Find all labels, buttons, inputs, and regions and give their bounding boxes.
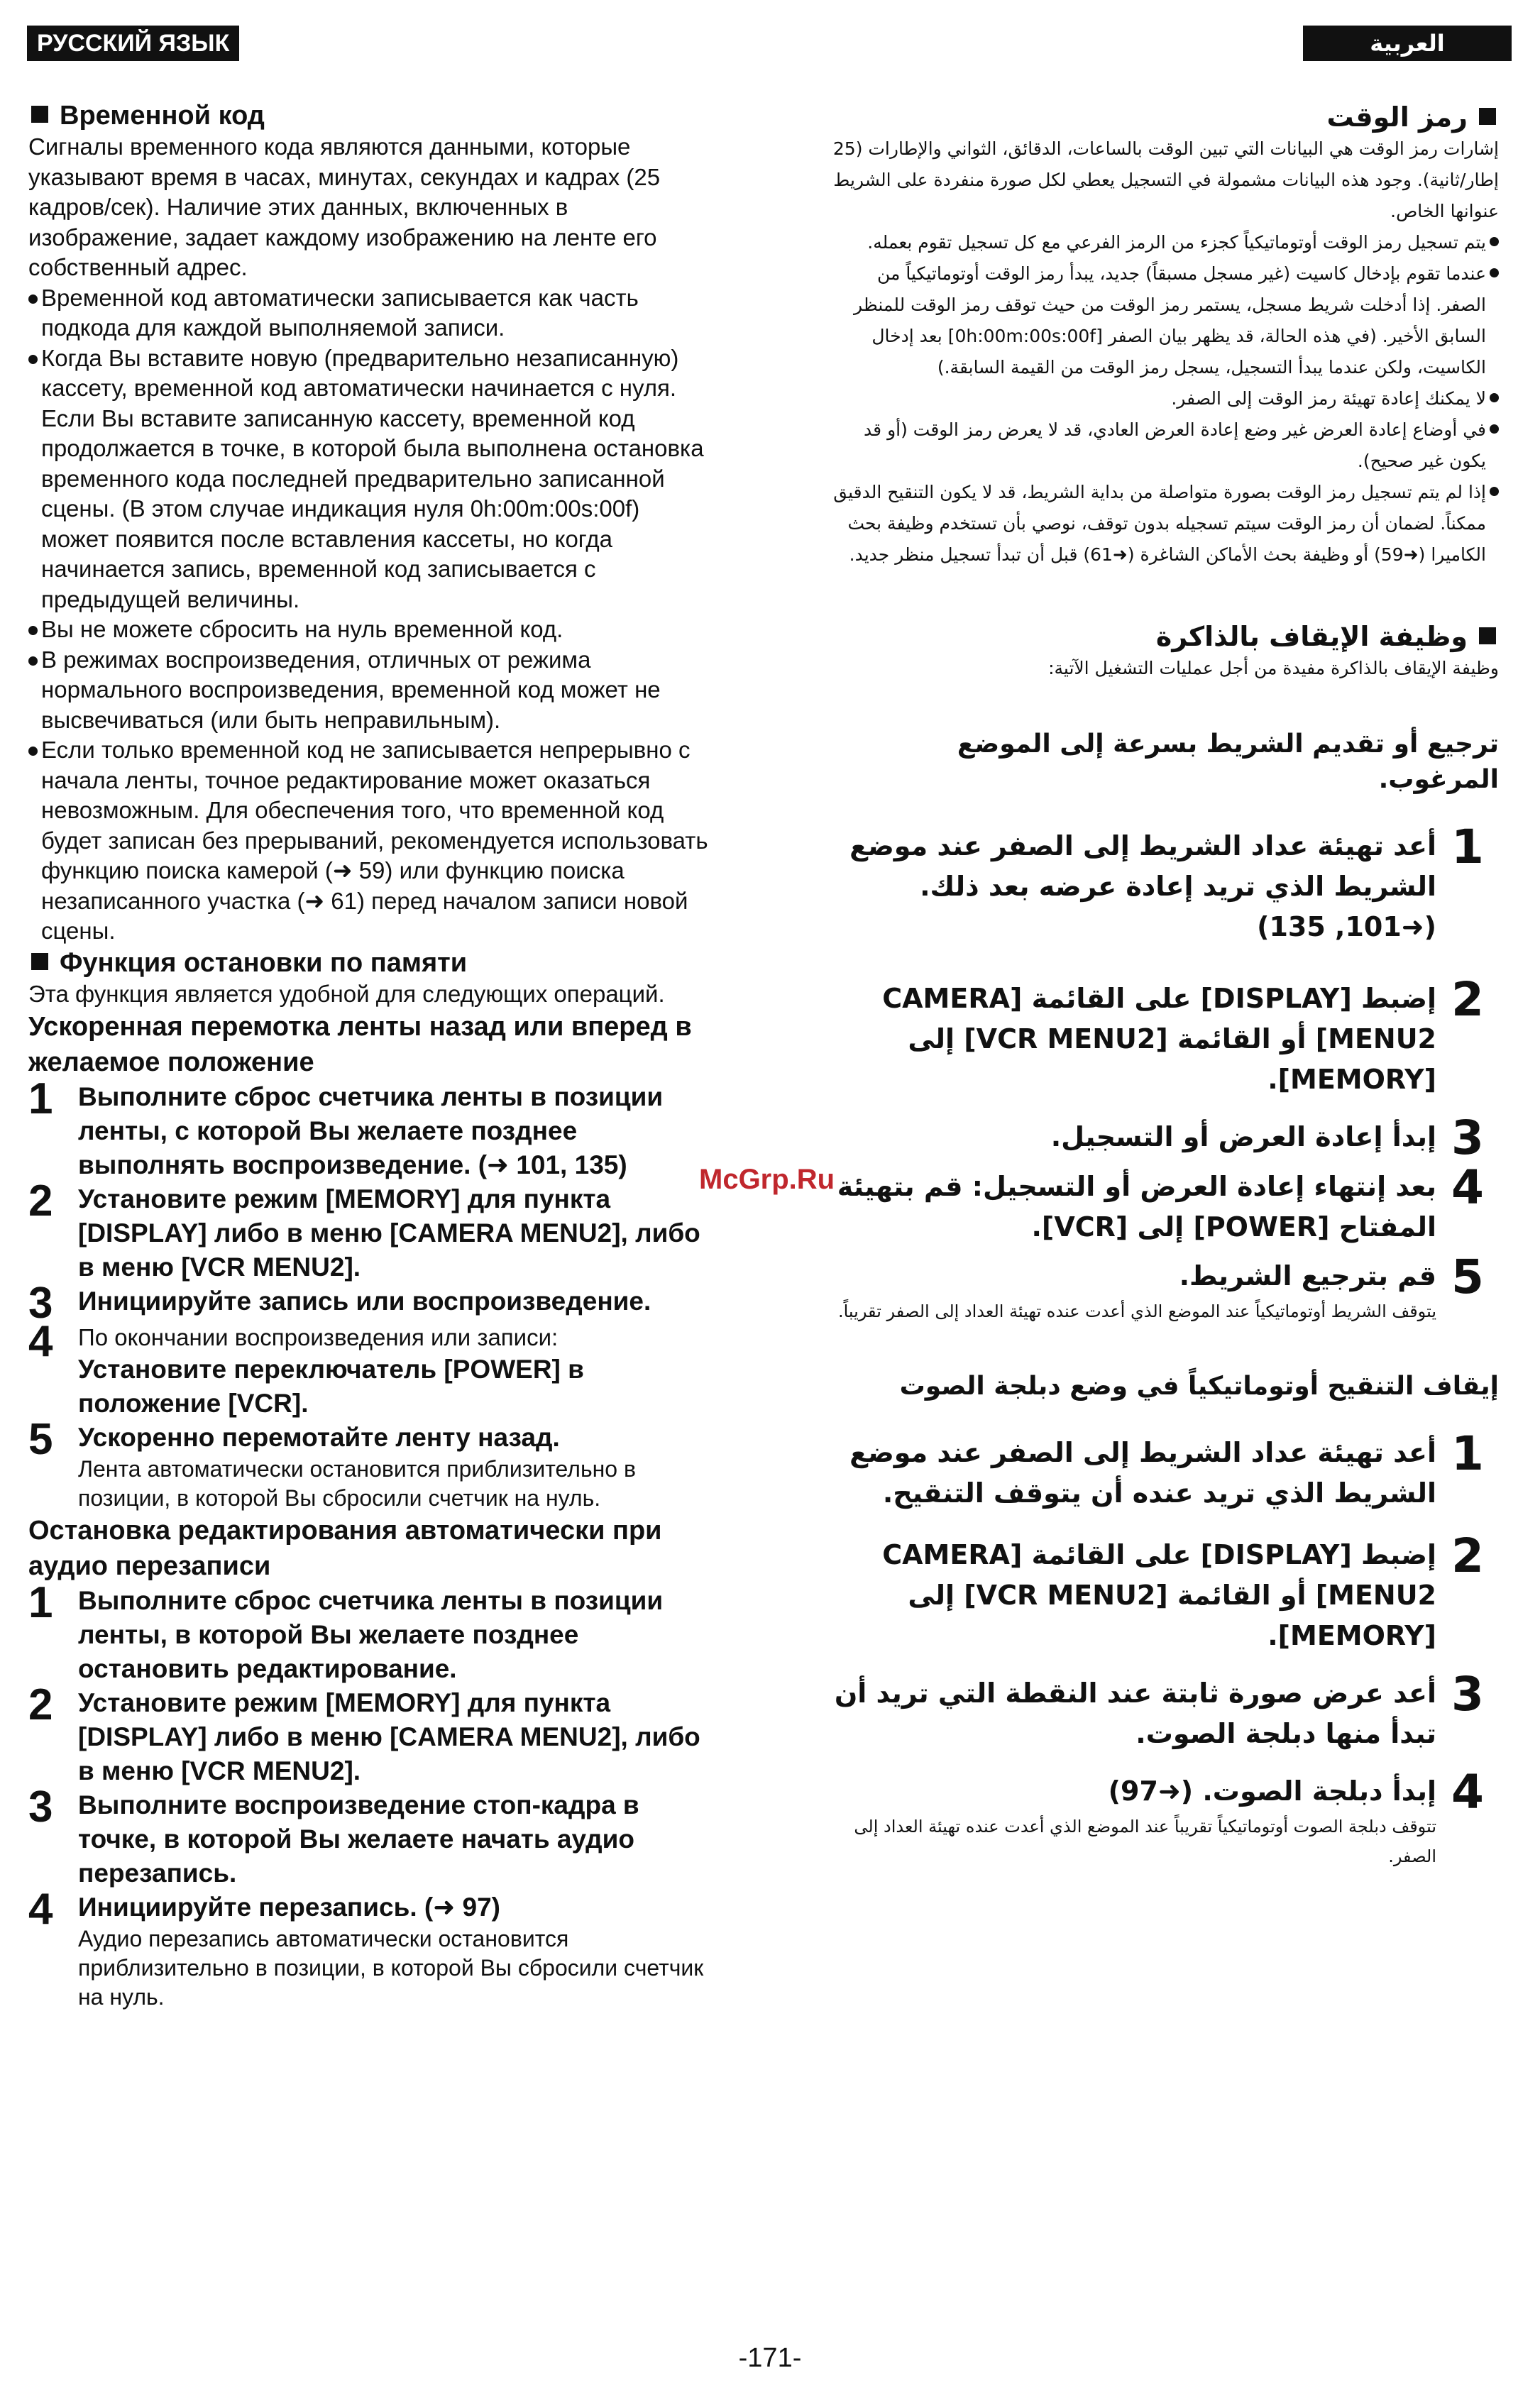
step-text: Выполните сброс счетчика ленты в позиции ленты, с которой Вы желаете позднее выполнять воспроизведение. (➜ 101, 135) — [78, 1082, 664, 1179]
step-number: 1 — [1451, 820, 1484, 874]
timecode-bullet: Когда Вы вставите новую (предварительно незаписанную) кассету, временной код автоматически начинается с нуля. Если Вы вставите записанную кассету, временной код продолжается в точке, в которой была выполнена остановка временного кода последней предварительно записанной сцены. (В этом случае индикация нуля 0h:00m:00s:00f) может появится после вставления кассеты, но когда начинается запись, временной код записывается с предыдущей величины. — [28, 343, 710, 615]
step-note: Аудио перезапись автоматически остановится приблизительно в позиции, в которой Вы сбросили счетчик на нуль. — [78, 1926, 704, 2010]
step-number: 5 — [28, 1415, 53, 1464]
step-text: Установите переключатель [POWER] в положение [VCR]. — [78, 1355, 584, 1418]
bullet-dot-icon — [28, 656, 38, 666]
timecode-heading: Временной код — [28, 99, 710, 132]
timecode-bullet: В режимах воспроизведения, отличных от режима нормального воспроизведения, временной код может не высвечиваться (или быть неправильным). — [28, 645, 710, 736]
step-text: Выполните сброс счетчика ленты в позиции ленты, в которой Вы желаете позднее остановить редактирование. — [78, 1586, 664, 1683]
step-text: Ускоренно перемотайте ленту назад. — [78, 1423, 560, 1452]
step-text: أعد تهيئة عداد الشريط إلى الصفر عند موضع الشريط الذي تريد إعادة عرضه بعد ذلك. (➜101, 135) — [849, 830, 1436, 942]
step-text: أعد عرض صورة ثابتة عند النقطة التي تريد أن تبدأ منها دبلجة الصوت. — [834, 1678, 1436, 1749]
step-number: 4 — [28, 1317, 53, 1366]
step-number: 3 — [1451, 1111, 1484, 1165]
watermark-link[interactable]: McGrp.Ru — [699, 1164, 835, 1195]
bullet-dot-icon — [1490, 424, 1499, 434]
russian-column — [28, 99, 710, 2012]
step-item — [28, 1783, 710, 1890]
step-text: بعد إنتهاء إعادة العرض أو التسجيل: قم بتهيئة المفتاح [POWER] إلى [VCR]. — [837, 1171, 1436, 1243]
step-text: قم بترجيع الشريط. — [1179, 1260, 1436, 1292]
bullet-dot-icon — [28, 747, 38, 756]
timecode-intro: Сигналы временного кода являются данными, которые указывают время в часах, минутах, секундах и кадрах (25 кадров/сек). Наличие этих данных, включенных в изображение, задает каждому изображению на ленте его собственный адрес. — [28, 133, 661, 280]
square-bullet-icon — [31, 953, 48, 970]
step-number: 2 — [28, 1680, 53, 1729]
step-number: 2 — [1451, 972, 1484, 1027]
audio-dub-subheading: Остановка редактирования автоматически при аудио перезаписи — [28, 1516, 662, 1581]
step-item — [28, 1279, 710, 1328]
step-number: 2 — [1451, 1529, 1484, 1583]
arabic-language-tab: العربية — [1303, 26, 1512, 61]
timecode-bullet: لا يمكنك إعادة تهيئة رمز الوقت إلى الصفر. — [829, 383, 1499, 414]
square-bullet-icon — [1479, 108, 1496, 125]
step-text: إضبط [DISPLAY] على القائمة [CAMERA MENU2] أو القائمة [VCR MENU2] إلى [MEMORY]. — [882, 983, 1436, 1095]
bullet-dot-icon — [1490, 393, 1499, 402]
step-text: إبدأ دبلجة الصوت. (➜97) — [1108, 1775, 1436, 1807]
bullet-dot-icon — [28, 294, 38, 304]
step-number: 4 — [28, 1885, 53, 1934]
timecode-intro: إشارات رمز الوقت هي البيانات التي تبين الوقت بالساعات، الدقائق، الثواني والإطارات (25 إطار/ثانية). وجود هذه البيانات مشمولة في التسجيل يعطي لكل صورة منفردة على الشريط عنوانها الخاص. — [832, 138, 1499, 221]
step-item — [829, 1667, 1499, 1754]
timecode-bullet: Временной код автоматически записывается как часть подкода для каждой выполняемой записи. — [28, 283, 710, 343]
russian-language-tab: РУССКИЙ ЯЗЫК — [27, 26, 239, 61]
step-item — [829, 1250, 1499, 1326]
square-bullet-icon — [1479, 627, 1496, 644]
step-item — [28, 1317, 710, 1421]
step-text: Инициируйте перезапись. (➜ 97) — [78, 1893, 500, 1922]
bullet-dot-icon — [1490, 487, 1499, 496]
bullet-dot-icon — [28, 355, 38, 364]
bullet-dot-icon — [28, 626, 38, 635]
timecode-heading: رمز الوقت — [829, 101, 1499, 133]
step-number: 3 — [1451, 1667, 1484, 1722]
step-text: إبدأ إعادة العرض أو التسجيل. — [1050, 1121, 1436, 1152]
step-text: Установите режим [MEMORY] для пункта [DISPLAY] либо в меню [CAMERA MENU2], либо в меню [VCR MENU2]. — [78, 1184, 700, 1282]
step-item — [28, 1074, 710, 1182]
page-number: -171- — [738, 2343, 802, 2373]
step-pretext: По окончании воспроизведения или записи: — [78, 1324, 559, 1350]
timecode-bullet: في أوضاع إعادة العرض غير وضع إعادة العرض العادي، قد لا يعرض رمز الوقت (أو قد يكون غير صحيح). — [829, 414, 1499, 477]
step-text: Выполните воспроизведение стоп-кадра в точке, в которой Вы желаете начать аудио перезапись. — [78, 1790, 639, 1888]
step-number: 1 — [28, 1578, 53, 1627]
step-item — [28, 1177, 710, 1284]
memory-stop-heading: وظيفة الإيقاف بالذاكرة — [829, 620, 1499, 653]
rewind-subheading: Ускоренная перемотка ленты назад или вперед в желаемое положение — [28, 1012, 692, 1077]
arabic-column — [829, 101, 1499, 1871]
step-note: Лента автоматически остановится приблизительно в позиции, в которой Вы сбросили счетчик на нуль. — [78, 1456, 636, 1511]
step-text: Установите режим [MEMORY] для пункта [DISPLAY] либо в меню [CAMERA MENU2], либо в меню [VCR MENU2]. — [78, 1688, 700, 1785]
timecode-bullet: Вы не можете сбросить на нуль временной код. — [28, 615, 710, 645]
step-item — [829, 1765, 1499, 1871]
rewind-subheading: ترجيع أو تقديم الشريط بسرعة إلى الموضع المرغوب. — [957, 729, 1499, 794]
step-number: 1 — [1451, 1426, 1484, 1481]
step-text: أعد تهيئة عداد الشريط إلى الصفر عند موضع الشريط الذي تريد عنده أن يتوقف التنقيح. — [849, 1437, 1436, 1509]
step-note: يتوقف الشريط أوتوماتيكياً عند الموضع الذي أعدت عنده تهيئة العداد إلى الصفر تقريباً. — [837, 1301, 1436, 1321]
square-bullet-icon — [31, 106, 48, 123]
memory-stop-heading: Функция остановки по памяти — [28, 947, 710, 979]
bullet-dot-icon — [1490, 237, 1499, 246]
bullet-dot-icon — [1490, 268, 1499, 277]
timecode-bullet: Если только временной код не записывается непрерывно с начала ленты, точное редактирование может оказаться невозможным. Для обеспечения того, что временной код будет записан без прерываний, рекомендуется использовать функцию поиска камерой (➜ 59) или функцию поиска незаписанного участка (➜ 61) перед началом записи новой сцены. — [28, 735, 710, 947]
step-text: Инициируйте запись или воспроизведение. — [78, 1287, 651, 1316]
memory-stop-intro: Эта функция является удобной для следующих операций. — [28, 980, 665, 1007]
step-number: 2 — [28, 1177, 53, 1226]
step-item — [829, 1160, 1499, 1248]
step-number: 1 — [28, 1074, 53, 1123]
step-item — [829, 1426, 1499, 1514]
step-item — [28, 1415, 710, 1513]
step-number: 4 — [1451, 1765, 1484, 1819]
step-number: 3 — [28, 1783, 53, 1832]
memory-stop-intro: وظيفة الإيقاف بالذاكرة مفيدة من أجل عمليات التشغيل الآتية: — [1048, 658, 1499, 678]
step-item — [28, 1680, 710, 1788]
audio-dub-subheading: إيقاف التنقيح أوتوماتيكياً في وضع دبلجة الصوت — [899, 1372, 1499, 1401]
step-number: 4 — [1451, 1160, 1484, 1215]
step-text: إضبط [DISPLAY] على القائمة [CAMERA MENU2] أو القائمة [VCR MENU2] إلى [MEMORY]. — [882, 1539, 1436, 1651]
step-item — [829, 1111, 1499, 1165]
step-item — [829, 1529, 1499, 1656]
step-number: 3 — [28, 1279, 53, 1328]
timecode-bullet: إذا لم يتم تسجيل رمز الوقت بصورة متواصلة من بداية الشريط، قد لا يكون التنقيح الدقيق ممكناً. لضمان أن رمز الوقت سيتم تسجيله بدون توقف، نوصي بأن تستخدم وظيفة بحث الكاميرا (➜59) أو وظيفة بحث الأماكن الشاغرة (➜61) قبل أن تبدأ تسجيل منظر جديد. — [829, 477, 1499, 571]
step-item — [829, 820, 1499, 947]
timecode-bullet: عندما تقوم بإدخال كاسيت (غير مسجل مسبقاً) جديد، يبدأ رمز الوقت أوتوماتيكياً من الصفر. إذا أدخلت شريط مسجل، يستمر رمز الوقت من حيث توقف رمز الوقت للمنظر السابق الأخير. (في هذه الحالة، قد يظهر بيان الصفر [0h:00m:00s:00f] بعد إدخال الكاسيت، ولكن عندما يبدأ التسجيل، يسجل رمز الوقت من القيمة السابقة.) — [829, 258, 1499, 383]
step-item — [28, 1578, 710, 1686]
timecode-bullet: يتم تسجيل رمز الوقت أوتوماتيكياً كجزء من الرمز الفرعي مع كل تسجيل تقوم بعمله. — [829, 227, 1499, 258]
step-item — [829, 972, 1499, 1100]
step-number: 5 — [1451, 1250, 1484, 1304]
step-item — [28, 1885, 710, 2012]
step-note: تتوقف دبلجة الصوت أوتوماتيكياً تقريباً عند الموضع الذي أعدت عنده تهيئة العداد إلى الصفر. — [854, 1817, 1436, 1866]
